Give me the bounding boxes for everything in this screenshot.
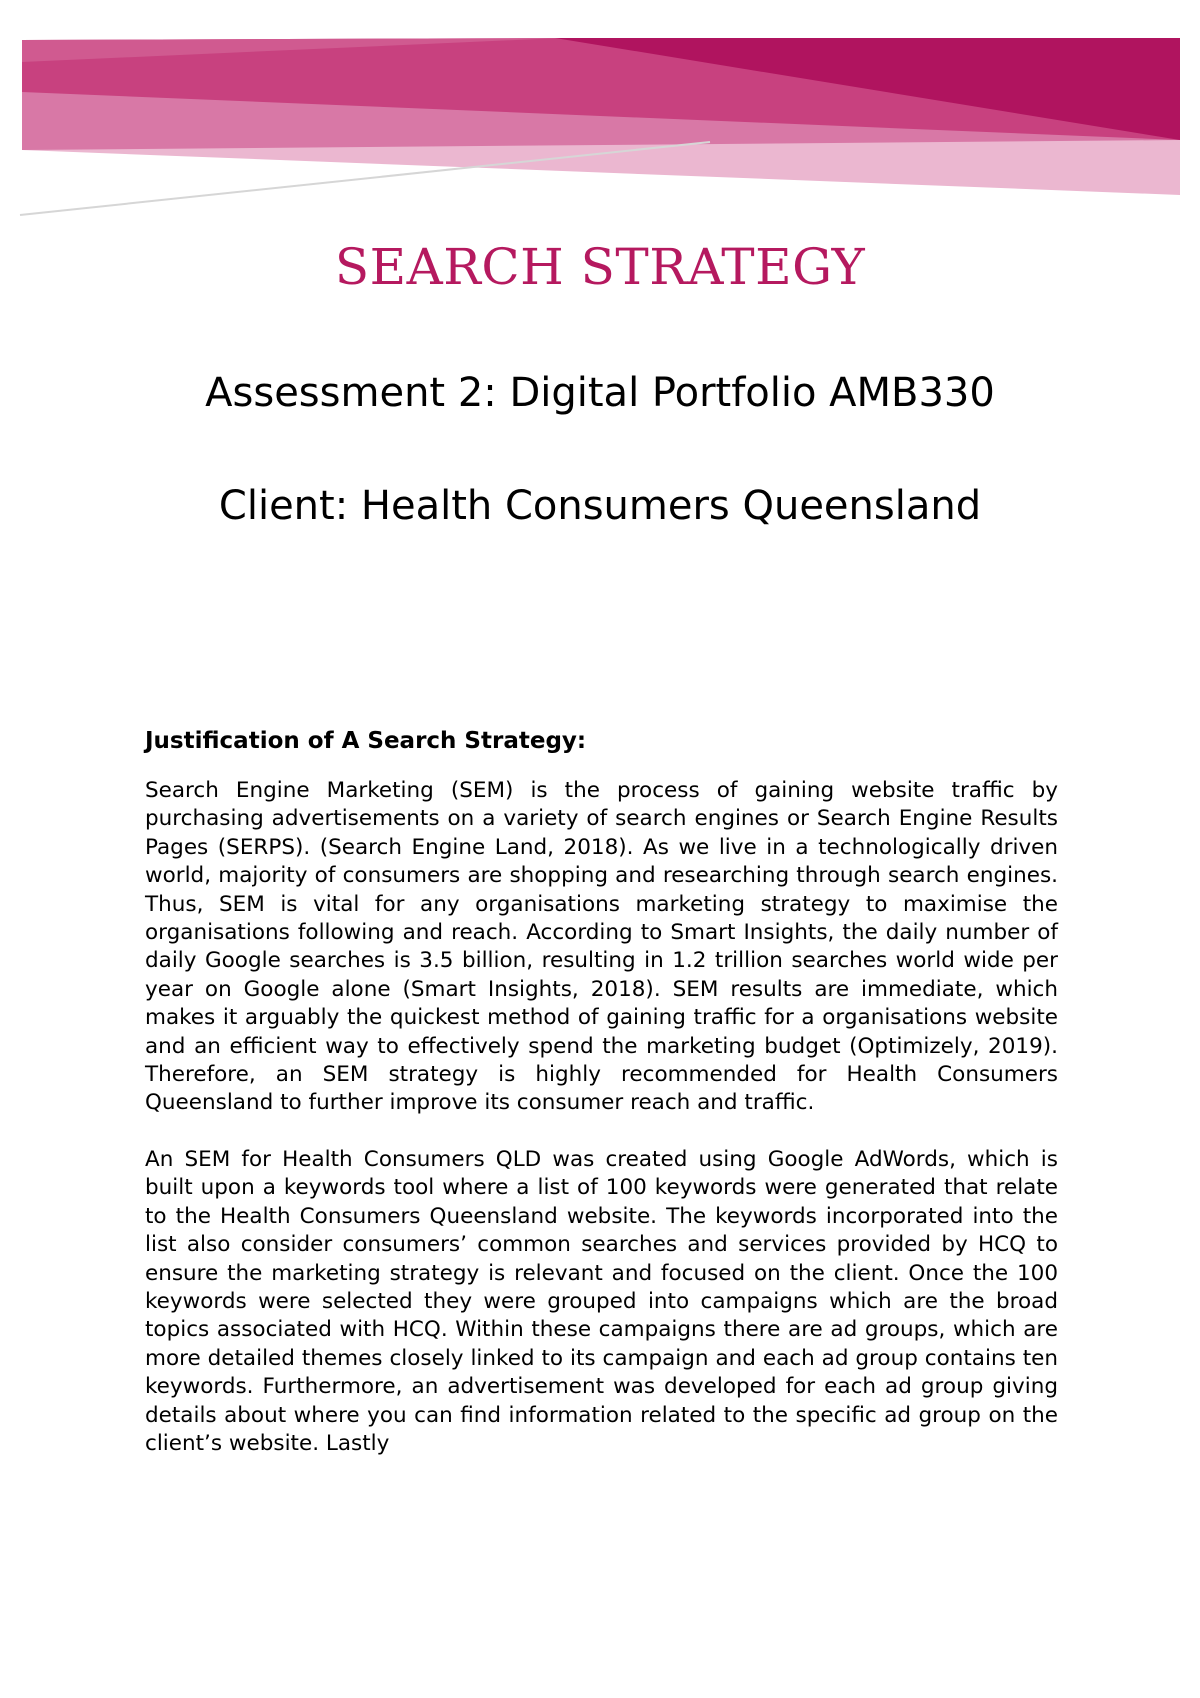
body-content bbox=[145, 727, 1058, 1486]
client-subtitle: Client: Health Consumers Queensland bbox=[218, 483, 982, 529]
paragraph-sem-definition: Search Engine Marketing (SEM) is the process of gaining website traffic by purchasing advertisements on a variety of search engines or Search Engine Results Pages (SERPS). (Search Engine Land, 2018). As we live in a technologically driven world, majority of consumers are shopping and researching through search engines. Thus, SEM is vital for any organisations marketing strategy to maximise the organisations following and reach. According to Smart Insights, the daily number of daily Google searches is 3.5 billion, resulting in 1.2 trillion searches world wide per year on Google alone (Smart Insights, 2018). SEM results are immediate, which makes it arguably the quickest method of gaining traffic for a organisations website and an efficient way to effectively spend the marketing budget (Optimizely, 2019). Therefore, an SEM strategy is highly recommended for Health Consumers Queensland to further improve its consumer reach and traffic. bbox=[145, 778, 1058, 1116]
document-title: SEARCH STRATEGY bbox=[334, 238, 866, 296]
paragraph-sem-process: An SEM for Health Consumers QLD was created using Google AdWords, which is built upon a keywords tool where a list of 100 keywords were generated that relate to the Health Consumers Queensland website. The keywords incorporated into the list also consider consumers’ common searches and services provided by HCQ to ensure the marketing strategy is relevant and focused on the client. Once the 100 keywords were selected they were grouped into campaigns which are the broad topics associated with HCQ. Within these campaigns there are ad groups, which are more detailed themes closely linked to its campaign and each ad group contains ten keywords. Furthermore, an advertisement was developed for each ad group giving details about where you can find information related to the specific ad group on the client’s website. Lastly bbox=[145, 1146, 1058, 1456]
header-banner bbox=[0, 0, 1200, 230]
assessment-subtitle: Assessment 2: Digital Portfolio AMB330 bbox=[205, 370, 995, 416]
section-heading: Justification of A Search Strategy: bbox=[145, 728, 587, 754]
